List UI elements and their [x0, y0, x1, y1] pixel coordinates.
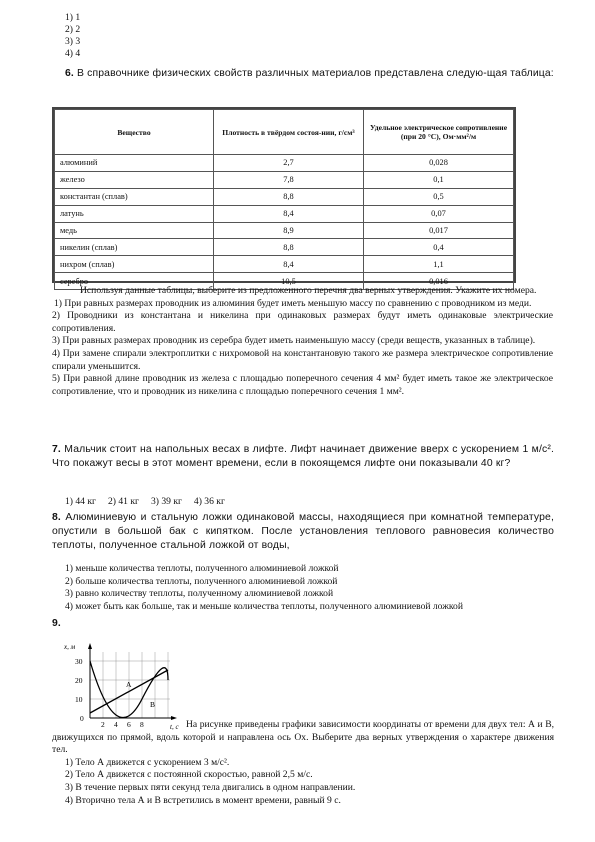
y-tick-label: 0	[80, 714, 84, 723]
q7-text: Мальчик стоит на напольных весах в лифте. Лифт начинает движение вверх с ускорением 1 м/с². Что покажут весы в этот момент времени, если в покоящемся лифте они показывали 40 кг?	[52, 444, 554, 469]
q8-option: 3) равно количеству теплоты, полученному алюминиевой ложкой	[65, 588, 334, 600]
x-tick-label: 4	[114, 720, 118, 729]
label-b: B	[150, 700, 156, 709]
y-axis-arrow-icon	[88, 643, 92, 649]
y-tick-label: 20	[75, 676, 83, 685]
q6-body	[52, 285, 553, 398]
q8-option: 4) может быть как больше, так и меньше количества теплоты, полученного алюминиевой ложкой	[65, 600, 463, 612]
header-density: Плотность в твёрдом состоя-нии, г/см³	[214, 110, 364, 155]
q9-statement: 4) Вторично тела А и В встретились в момент времени, равный 9 с.	[65, 794, 341, 806]
q8-number: 8.	[52, 512, 61, 523]
q9-statement: 2) Тело А движется с постоянной скоростью, равной 2,5 м/с.	[65, 769, 313, 781]
prev-option: 1) 1	[65, 12, 81, 23]
cell-resistivity: 0,017	[364, 222, 514, 239]
x-tick-label: 6	[127, 720, 131, 729]
cell-substance: латунь	[55, 205, 214, 222]
cell-substance: серебро	[55, 273, 214, 290]
q6-statement: 2) Проводники из константана и никелина при одинаковых размерах будут иметь одинаковые электрические сопротивления.	[52, 310, 553, 334]
y-tick-label: 30	[75, 657, 83, 666]
table-header-row	[55, 110, 514, 155]
prev-options	[65, 12, 80, 60]
q8-text: Алюминиевую и стальную ложки одинаковой массы, находящиеся при комнатной температуре, опустили в большой бак с кипятком. После установления теплового равновесия количество теплоты, полученное стальной ложкой от воды,	[52, 512, 554, 551]
cell-substance: нихром (сплав)	[55, 256, 214, 273]
q9-statement: 1) Тело А движется с ускорением 3 м/с².	[65, 756, 230, 768]
header-substance: Вещество	[55, 110, 214, 155]
cell-density: 10,5	[214, 273, 364, 290]
cell-density: 8,4	[214, 256, 364, 273]
cell-substance: алюминий	[55, 155, 214, 172]
cell-density: 8,8	[214, 188, 364, 205]
cell-density: 8,8	[214, 239, 364, 256]
q6-statement: 4) При замене спирали электроплитки с нихромовой на константановую такого же размера электрическое сопротивление спирали уменьшится.	[52, 347, 553, 372]
q8-prompt	[52, 511, 554, 553]
q7-prompt	[52, 443, 554, 471]
cell-density: 8,9	[214, 222, 364, 239]
table-row	[55, 205, 514, 222]
q8-option: 2) больше количества теплоты, полученного алюминиевой ложкой	[65, 575, 338, 587]
table-row	[55, 239, 514, 256]
prev-option: 4) 4	[65, 48, 81, 59]
cell-resistivity: 0,028	[364, 155, 514, 172]
cell-resistivity: 0,07	[364, 205, 514, 222]
cell-substance: константан (сплав)	[55, 188, 214, 205]
y-axis-label: x, м	[64, 643, 76, 651]
table-row	[55, 171, 514, 188]
table-row	[55, 188, 514, 205]
q6-number: 6.	[65, 68, 74, 79]
cell-resistivity: 0,016	[364, 273, 514, 290]
cell-density: 8,4	[214, 205, 364, 222]
q8-options	[65, 563, 463, 613]
prev-option: 2) 2	[65, 24, 81, 35]
cell-resistivity: 0,4	[364, 239, 514, 256]
table-row	[55, 155, 514, 172]
table-row	[55, 222, 514, 239]
q7-options: 1) 44 кг 2) 41 кг 3) 39 кг 4) 36 кг	[65, 496, 225, 507]
cell-substance: железо	[55, 171, 214, 188]
q9-text: На рисунке приведены графики зависимости координаты от времени для двух тел: А и В, движущихся по прямой, вдоль которой и направлена ось Ох. Выберите два верных утверждения о характере движения тел.	[52, 719, 554, 756]
q6-statement: 3) При равных размерах проводник из серебра будет иметь наименьшую массу (среди веществ, указанных в таблице).	[52, 335, 536, 347]
q6-prompt	[65, 67, 555, 81]
y-tick-label: 10	[75, 695, 83, 704]
cell-substance: никелин (сплав)	[55, 239, 214, 256]
cell-resistivity: 0,5	[364, 188, 514, 205]
q6-statement: 1) При равных размерах проводник из алюминия будет иметь меньшую массу по сравнению с проводником из меди.	[54, 297, 532, 309]
q7-number: 7.	[52, 444, 61, 455]
x-tick-label: 2	[101, 720, 105, 729]
cell-density: 2,7	[214, 155, 364, 172]
cell-resistivity: 0,1	[364, 171, 514, 188]
q6-instruction: Используя данные таблицы, выберите из предложенного перечня два верных утверждения. Укажите их номера.	[80, 285, 537, 296]
x-tick-label: 8	[140, 720, 144, 729]
q6-statement: 5) При равной длине проводник из железа с площадью поперечного сечения 4 мм² будет иметь такое же электрическое сопротивление, что и проводник из никелина с площадью поперечного сечения 1 мм².	[52, 373, 553, 397]
q9-statement: 3) В течение первых пяти секунд тела двигались в одном направлении.	[65, 781, 356, 793]
table-row	[55, 256, 514, 273]
cell-density: 7,8	[214, 171, 364, 188]
label-a: A	[126, 680, 132, 689]
q9-text-block	[52, 719, 554, 807]
header-resistivity: Удельное электрическое сопротивление (при 20 °С), Ом·мм²/м	[364, 110, 514, 155]
q6-table-frame	[52, 107, 516, 286]
prev-option: 3) 3	[65, 36, 81, 47]
q9-graph	[62, 640, 182, 730]
q8-option: 1) меньше количества теплоты, полученного алюминиевой ложкой	[65, 563, 339, 574]
q6-table	[54, 109, 514, 290]
cell-substance: медь	[55, 222, 214, 239]
q6-text: В справочнике физических свойств различных материалов представлена следую-щая таблица:	[77, 68, 554, 79]
q9-number: 9.	[52, 618, 61, 629]
cell-resistivity: 1,1	[364, 256, 514, 273]
x-axis-label: t, с	[170, 723, 179, 730]
